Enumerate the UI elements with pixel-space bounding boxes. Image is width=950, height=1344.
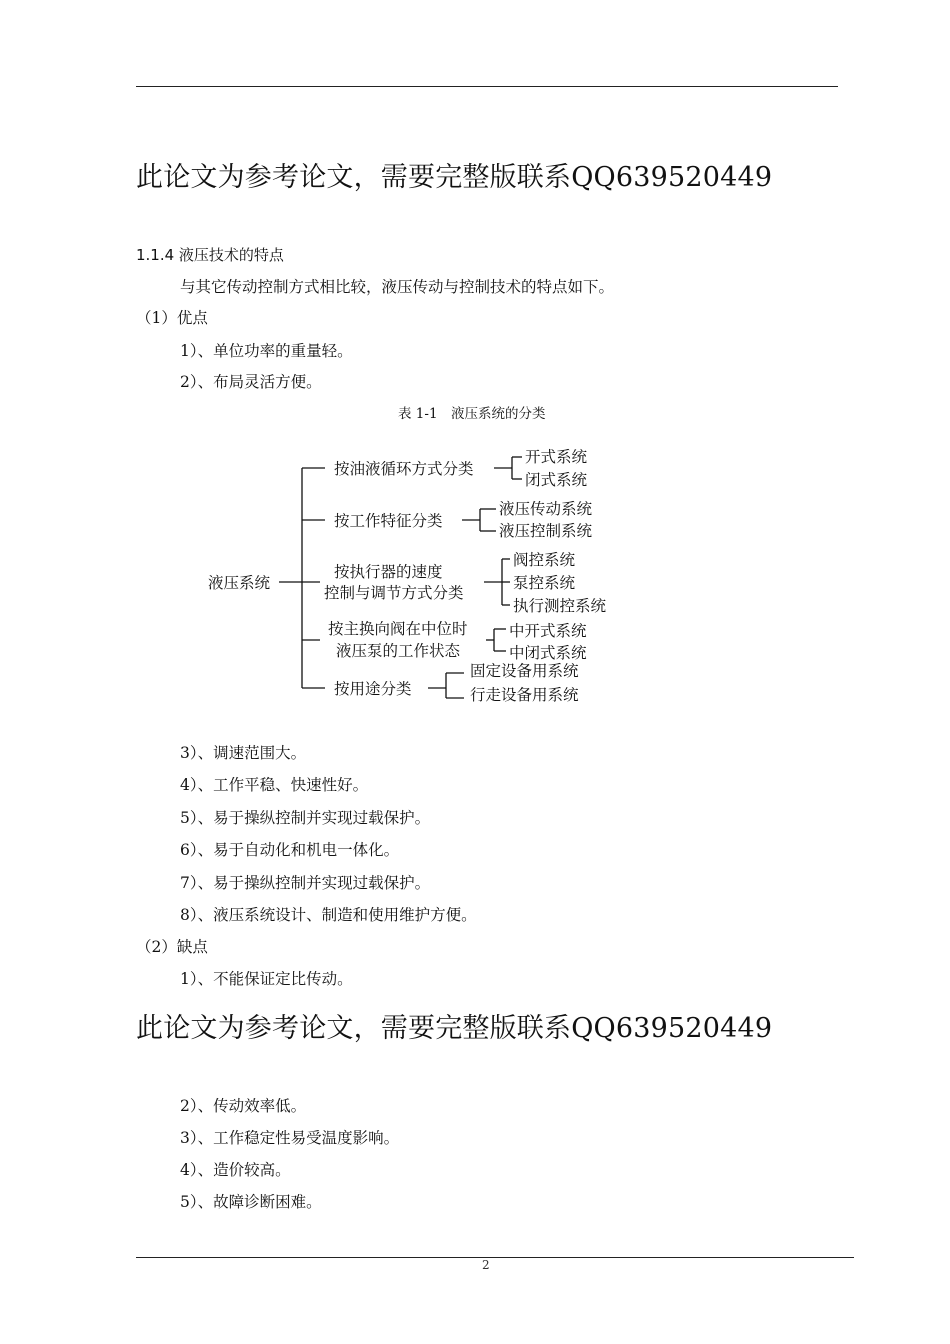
- disadvantage-item: 2）、传动效率低。: [180, 1097, 307, 1115]
- leaf-label: 开式系统: [525, 448, 588, 466]
- watermark-banner-middle: 此论文为参考论文，需要完整版联系QQ639520449: [136, 1013, 773, 1044]
- branch-label: 控制与调节方式分类: [324, 584, 464, 602]
- branch-label: 按主换向阀在中位时: [328, 620, 468, 638]
- leaf-label: 液压传动系统: [499, 500, 593, 518]
- section-heading: 1.1.4 液压技术的特点: [136, 246, 284, 264]
- disadvantage-item: 3）、工作稳定性易受温度影响。: [180, 1129, 400, 1147]
- header-rule: [136, 86, 838, 87]
- branch-label: 按油液循环方式分类: [334, 460, 474, 478]
- leaf-label: 执行测控系统: [513, 597, 607, 615]
- leaf-label: 泵控系统: [513, 574, 576, 592]
- advantage-item: 8）、液压系统设计、制造和使用维护方便。: [180, 906, 477, 924]
- leaf-label: 液压控制系统: [499, 522, 593, 540]
- leaf-label: 中闭式系统: [509, 644, 587, 662]
- footer-rule: [136, 1257, 854, 1258]
- branch-label: 按执行器的速度: [334, 563, 443, 581]
- leaf-label: 中开式系统: [509, 622, 587, 640]
- intro-paragraph: 与其它传动控制方式相比较，液压传动与控制技术的特点如下。: [180, 278, 615, 296]
- advantage-item: 2）、布局灵活方便。: [180, 373, 322, 391]
- watermark-banner-top: 此论文为参考论文，需要完整版联系QQ639520449: [136, 162, 773, 193]
- branch-label: 液压泵的工作状态: [336, 642, 461, 660]
- leaf-label: 固定设备用系统: [470, 662, 579, 680]
- advantages-title: （1）优点: [136, 309, 208, 327]
- disadvantage-item: 5）、故障诊断困难。: [180, 1193, 322, 1211]
- diagram-root: 液压系统: [208, 574, 271, 592]
- advantage-item: 3）、调速范围大。: [180, 744, 307, 762]
- advantage-item: 6）、易于自动化和机电一体化。: [180, 841, 400, 859]
- disadvantage-item: 1）、不能保证定比传动。: [180, 970, 353, 988]
- table-caption: 表 1-1 液压系统的分类: [398, 406, 546, 422]
- classification-diagram: [0, 430, 950, 720]
- advantage-item: 1）、单位功率的重量轻。: [180, 342, 353, 360]
- advantage-item: 4）、工作平稳、快速性好。: [180, 776, 369, 794]
- leaf-label: 阀控系统: [513, 551, 576, 569]
- leaf-label: 闭式系统: [525, 471, 588, 489]
- branch-label: 按工作特征分类: [334, 512, 443, 530]
- advantage-item: 7）、易于操纵控制并实现过载保护。: [180, 874, 431, 892]
- branch-label: 按用途分类: [334, 680, 412, 698]
- disadvantages-title: （2）缺点: [136, 938, 208, 956]
- advantage-item: 5）、易于操纵控制并实现过载保护。: [180, 809, 431, 827]
- disadvantage-item: 4）、造价较高。: [180, 1161, 291, 1179]
- page-number: 2: [482, 1258, 490, 1272]
- leaf-label: 行走设备用系统: [470, 686, 579, 704]
